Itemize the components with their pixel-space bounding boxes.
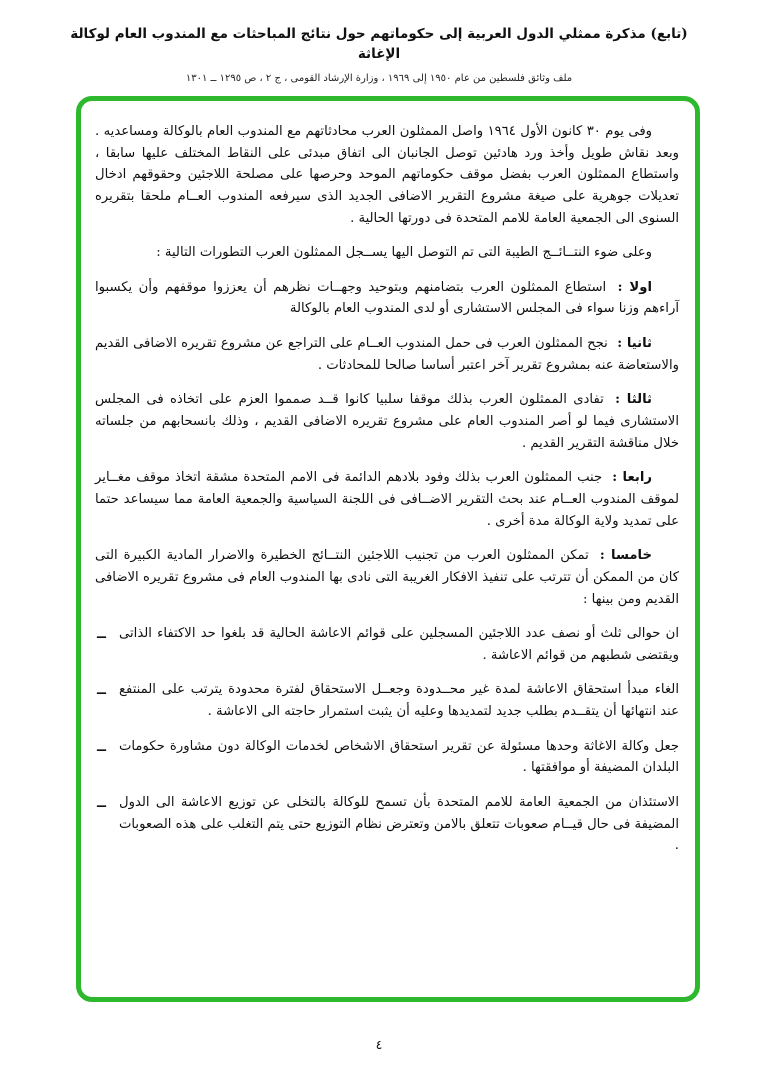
green-border-frame [76, 96, 700, 1002]
bullet-text-3: جعل وكالة الاغاثة وحدها مسئولة عن تقرير استحقاق الاشخاص لخدمات الوكالة دون مشاورة حكومات البلدان المضيفة أو موافقتها . [119, 738, 679, 776]
bullet-dash-icon: ــ [97, 739, 107, 755]
point-label-1: اولا : [617, 279, 652, 295]
bullet-item-4 [95, 792, 679, 857]
bullet-text-1: ان حوالى ثلث أو نصف عدد اللاجئين المسجلين على قوائم الاعاشة الحالية قد بلغوا حد الاكتفاء الذاتى ويقتضى شطبهم من قوائم الاعاشة . [119, 626, 679, 663]
bullet-item-2 [95, 679, 679, 722]
document-source-line: ملف وثائق فلسطين من عام ١٩٥٠ إلى ١٩٦٩ ، وزارة الإرشاد القومى ، ج ٢ ، ص ١٢٩٥ ــ ١٣٠١ [185, 72, 573, 84]
point-paragraph-3 [95, 389, 679, 454]
point-text-3: تفادى الممثلون العرب بذلك موقفا سلبيا كانوا قــد صمموا العزم على اتخاذه فى المجلس الاستشارى فيما لو أصر المندوب العام على مشروع تقريره الاضافى القديم ، وذلك بانسحابهم من جلساته خلال مناقشة التقرير القديم . [95, 392, 679, 451]
bullet-item-3 [95, 736, 679, 779]
bullet-text-4: الاستئذان من الجمعية العامة للامم المتحدة بأن تسمح للوكالة بالتخلى عن توزيع الاعاشة الى الدول المضيفة فى حال قيــام صعوبات تتعلق بالامن وتعترض نظام التوزيع حتى يتم التغلب على هذه الصعوبات . [119, 795, 679, 854]
point-paragraph-5 [95, 545, 679, 610]
point-text-1: استطاع الممثلون العرب بتضامنهم وبتوحيد وجهــات نظرهم أن يعززوا موقفهم وأن يكسبوا آراءهم وزنا سواء فى المجلس الاستشارى أو لدى المندوب العام بالوكالة [95, 279, 679, 317]
document-title: (تابع) مذكرة ممثلي الدول العربية إلى حكوماتهم حول نتائج المباحثات مع المندوب العام لوكالة الإغاثة [70, 26, 688, 63]
bullet-dash-icon: ــ [97, 796, 107, 812]
point-label-5: خامسا : [599, 548, 653, 564]
bullet-dash-icon: ــ [97, 683, 107, 699]
page-number: ٤ [375, 1037, 383, 1052]
point-text-4: جنب الممثلون العرب بذلك وفود بلادهم الدائمة فى الامم المتحدة مشقة اتخاذ موقف مغــاير لموقف المندوب العــام عند بحث التقرير الاضــافى فى اللجنة السياسية والجمعية العامة مما سيساعد حتما على تمديد ولاية الوكالة مدة أخرى . [95, 470, 679, 529]
point-paragraph-4 [95, 467, 679, 532]
point-paragraph-1 [95, 277, 679, 320]
lead-in-paragraph: وعلى ضوء النتــائــج الطيبة التى تم التوصل اليها يســجل الممثلون العرب التطورات التالية : [156, 245, 652, 261]
point-label-2: ثانيا : [617, 336, 653, 352]
point-text-2: نجح الممثلون العرب فى حمل المندوب العــام على التراجع عن مشروع تقريره الاضافى القديم والاستعاضة عنه بمشروع تقرير آخر اعتبر أساسا صالحا للمحادثات . [95, 336, 679, 373]
bullet-item-1 [95, 623, 679, 666]
document-header [0, 0, 758, 84]
point-label-3: ثالثا : [615, 392, 652, 408]
bullet-text-2: الغاء مبدأ استحقاق الاعاشة لمدة غير محــدودة وجعــل الاستحقاق لفترة محدودة يترتب على المنتفع عند انتهائها أن يتقــدم بطلب جديد لتمديدها وعليه أن يثبت استمرار حاجته الى الاعاشة . [119, 682, 679, 720]
point-paragraph-2 [95, 333, 679, 376]
bullet-dash-icon: ــ [97, 627, 107, 643]
point-text-5: تمكن الممثلون العرب من تجنيب اللاجئين النتــائج الخطيرة والاضرار المادية الكبيرة التى كان من الممكن أن تترتب على تنفيذ الافكار الغريبة التى نادى بها المندوب العام فى مشروع تقريره الاضافى القديم ومن بينها : [95, 548, 679, 607]
point-label-4: رابعا : [612, 470, 652, 486]
intro-paragraph: وفى يوم ٣٠ كانون الأول ١٩٦٤ واصل الممثلون العرب محادثاتهم مع المندوب العام بالوكالة ومساعديه . وبعد نقاش طويل وأخذ ورد هادئين توصل الجانبان الى اتفاق مبدئى على النقاط المختلف عليها سابقا ، واستطاع الممثلون العرب بفضل موقف حكوماتهم الموحد وحرصها على مصلحة اللاجئين وحقوقهم ادخال تعديلات جوهرية على صيغة مشروع التقرير الاضافى الجديد الذى سيرفعه المندوب العــام ملحقا بتقريره السنوى الى الجمعية العامة للامم المتحدة فى دورتها الحالية . [95, 124, 679, 226]
